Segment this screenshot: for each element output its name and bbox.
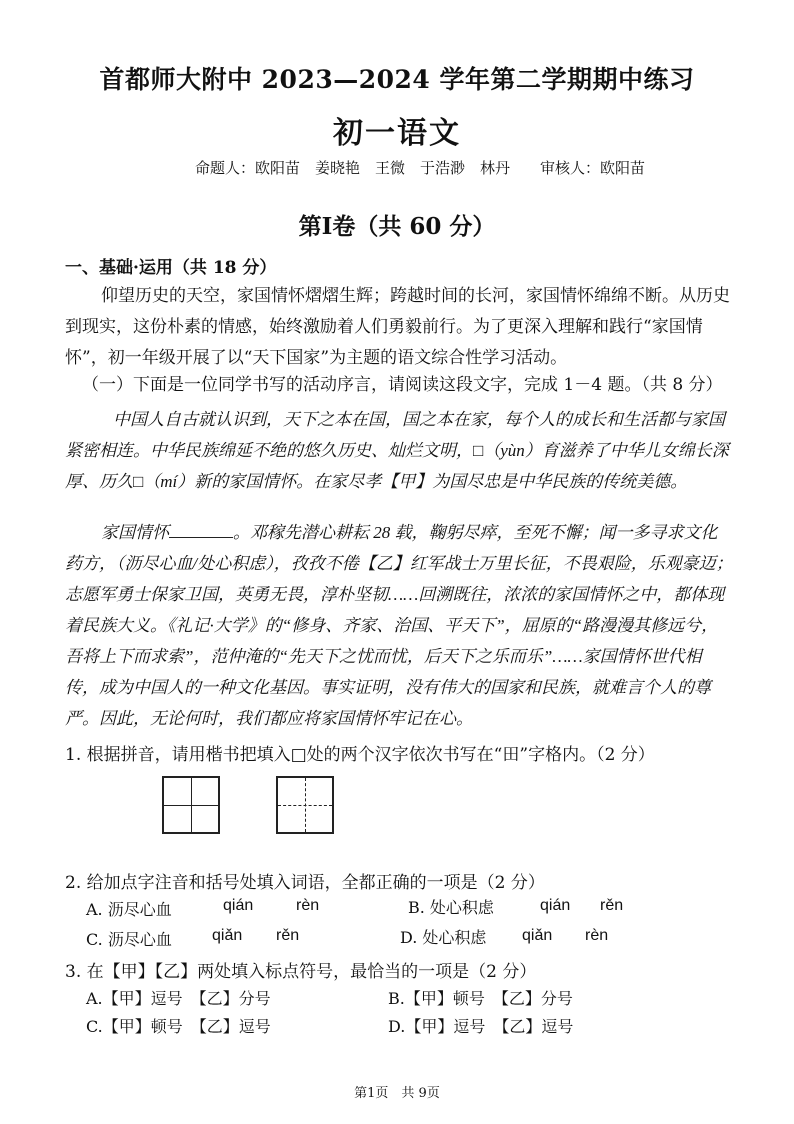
q2-option-c[interactable]: C. 沥尽心血 xyxy=(86,930,172,949)
tianzige-box-1[interactable] xyxy=(162,776,220,834)
section-heading: 一、基础·运用（共 18 分） xyxy=(65,258,277,278)
intro-paragraph: 仰望历史的天空，家国情怀熠熠生辉；跨越时间的长河，家国情怀绵绵不断。从历史到现实，这份朴素的情感，始终激励着人们勇毅前行。为了更深入理解和践行“家国情怀”，初一年级开展了以“天下国家”为主题的语文综合性学习活动。 xyxy=(65,286,730,368)
authors-line: 命题人：欧阳苗 姜晓艳 王微 于浩渺 林丹 审核人：欧阳苗 xyxy=(195,161,646,177)
question-3: 3. 在【甲】【乙】两处填入标点符号，最恰当的一项是（2 分） xyxy=(65,962,537,982)
q2-option-a-pinyin-2: rèn xyxy=(296,897,320,914)
part-heading: （一）下面是一位同学书写的活动序言，请阅读这段文字，完成 1－4 题。（共 8 分） xyxy=(82,375,723,395)
q2-option-b-pinyin-2: rěn xyxy=(600,897,624,914)
preface-paragraph-1: 中国人自古就认识到，天下之本在国，国之本在家，每个人的成长和生活都与家国紧密相连。中华民族绵延不绝的悠久历史、灿烂文明，□（yùn）育滋养了中华儿女绵长深厚、历久□（mí）新的家国情怀。在家尽孝【甲】为国尽忠是中华民族的传统美德。 xyxy=(65,410,729,491)
q3-option-d[interactable]: D.【甲】逗号 【乙】逗号 xyxy=(388,1017,574,1036)
q2-option-b-pinyin-1: qián xyxy=(540,897,571,914)
q2-option-d-pinyin-2: rèn xyxy=(585,927,609,944)
q2-option-c-pinyin-2: rěn xyxy=(276,927,300,944)
q2-option-a-pinyin-1: qián xyxy=(223,897,254,914)
answer-blank[interactable] xyxy=(169,523,233,538)
subject-title: 初一语文 xyxy=(333,116,461,151)
preface-p2-rest: 。邓稼先潜心耕耘 28 载，鞠躬尽瘁，至死不懈；闻一多寻求文化药方，（沥尽心血/处心积虑），孜孜不倦【乙】红军战士万里长征，不畏艰险，乐观豪迈；志愿军勇士保家卫国，英勇无畏，淳朴坚韧……回溯既往，浓浓的家国情怀之中，都体现着民族大义。《礼记·大学》的“修身、齐家、治国、平天下”，屈原的“路漫漫其修远兮，吾将上下而求索”，范仲淹的“先天下之忧而忧，后天下之乐而乐”……家国情怀世代相传，成为中国人的一种文化基因。事实证明，没有伟大的国家和民族，就难言个人的尊严。因此，无论何时，我们都应将家国情怀牢记在心。 xyxy=(65,523,733,728)
question-2: 2. 给加点字注音和括号处填入词语，全都正确的一项是（2 分） xyxy=(65,873,545,893)
exam-title: 首都师大附中 2023—2024 学年第二学期期中练习 xyxy=(99,65,695,94)
q3-option-b[interactable]: B.【甲】顿号 【乙】分号 xyxy=(388,989,573,1008)
q2-option-d[interactable]: D. 处心积虑 xyxy=(400,928,487,947)
q2-option-b[interactable]: B. 处心积虑 xyxy=(408,898,494,917)
preface-p2-start: 家国情怀 xyxy=(101,523,169,542)
q2-option-d-pinyin-1: qiǎn xyxy=(522,927,553,944)
q3-option-c[interactable]: C.【甲】顿号 【乙】逗号 xyxy=(86,1017,271,1036)
q3-option-a[interactable]: A.【甲】逗号 【乙】分号 xyxy=(86,989,271,1008)
volume-title: 第Ⅰ卷（共 60 分） xyxy=(298,213,496,240)
q2-option-c-pinyin-1: qiǎn xyxy=(212,927,243,944)
tianzige-box-2[interactable] xyxy=(276,776,334,834)
page-footer: 第1页 共 9页 xyxy=(354,1086,440,1101)
question-1: 1. 根据拼音，请用楷书把填入□处的两个汉字依次书写在“田”字格内。（2 分） xyxy=(65,745,655,765)
preface-paragraph-2 xyxy=(65,517,733,734)
q2-option-a[interactable]: A. 沥尽心血 xyxy=(86,900,172,919)
